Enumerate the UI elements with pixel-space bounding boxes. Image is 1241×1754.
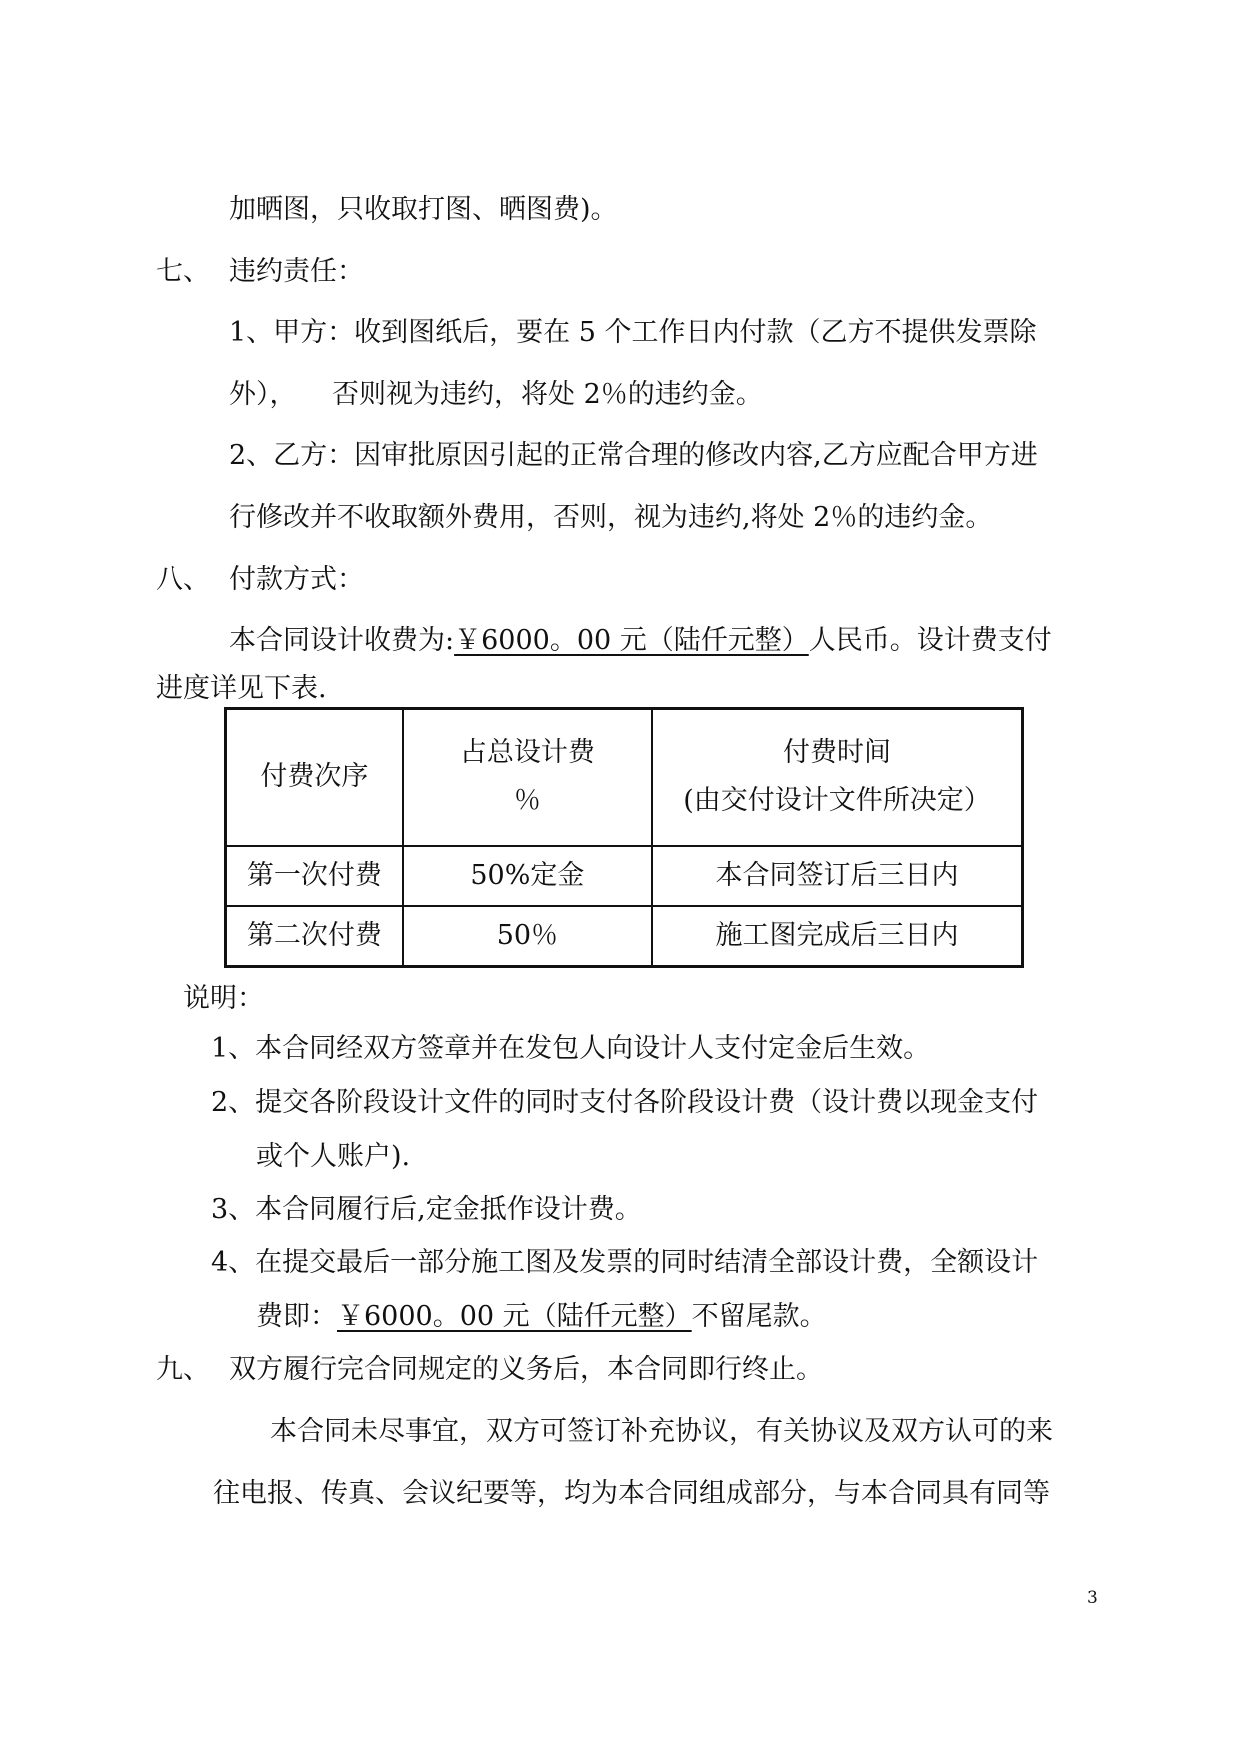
- header-percent-line1: 占总设计费: [459, 737, 595, 769]
- note-item-cont: 或个人账户).: [256, 1141, 411, 1172]
- table-row: [226, 906, 1023, 967]
- closing-line: 往电报、传真、会议纪要等，均为本合同组成部分，与本合同具有同等: [213, 1478, 1050, 1509]
- row-percent: 50%定金: [403, 846, 652, 906]
- header-order: 付费次序: [226, 709, 403, 846]
- header-time-line1: 付费时间: [782, 737, 891, 769]
- table-row: [226, 846, 1023, 906]
- closing-line: 本合同未尽事宜，双方可签订补充协议，有关协议及双方认可的来: [270, 1416, 1053, 1447]
- paragraph-line: 进度详见下表.: [156, 673, 327, 704]
- paragraph-line: 外），: [229, 379, 297, 410]
- section-number: 八、: [156, 564, 210, 595]
- section-title: 违约责任：: [229, 256, 364, 287]
- note-item: 3、本合同履行后,定金抵作设计费。: [211, 1194, 642, 1225]
- table-header-row: [226, 709, 1023, 846]
- header-percent-line2: ％: [513, 785, 541, 817]
- notes-title: 说明：: [183, 983, 264, 1014]
- paragraph-line: 1、甲方：收到图纸后，要在 5 个工作日内付款（乙方不提供发票除: [229, 317, 1037, 348]
- note-amount: ￥6000。00 元（陆仟元整）: [337, 1301, 692, 1332]
- paragraph-line: 行修改并不收取额外费用，否则，视为违约,将处 2％的违约金。: [229, 502, 993, 533]
- row-percent: 50％: [403, 906, 652, 967]
- fee-prefix: 本合同设计收费为:: [229, 625, 455, 656]
- note-prefix: 费即：: [256, 1301, 337, 1332]
- section-number: 七、: [156, 256, 210, 287]
- header-time-line2: (由交付设计文件所决定）: [683, 785, 991, 817]
- note-item: 2、提交各阶段设计文件的同时支付各阶段设计费（设计费以现金支付: [211, 1087, 1039, 1118]
- row-order: 第一次付费: [226, 846, 403, 906]
- note-suffix: 不留尾款。: [691, 1301, 827, 1332]
- row-order: 第二次付费: [226, 906, 403, 967]
- paragraph-line: 否则视为违约，将处 2％的违约金。: [332, 379, 763, 410]
- fee-suffix: 人民币。设计费支付: [808, 625, 1052, 656]
- section-title: 付款方式：: [229, 564, 364, 595]
- header-percent: [403, 709, 652, 846]
- header-time: [652, 709, 1023, 846]
- note-item-cont: [256, 1300, 827, 1334]
- payment-table: [224, 707, 1024, 968]
- note-item: 4、在提交最后一部分施工图及发票的同时结清全部设计费，全额设计: [211, 1247, 1039, 1278]
- row-time: 施工图完成后三日内: [652, 906, 1023, 967]
- page-number: 3: [1087, 1588, 1098, 1608]
- paragraph-line: 加晒图，只收取打图、晒图费)。: [229, 194, 618, 225]
- fee-amount: ￥6000。00 元（陆仟元整）: [454, 625, 809, 656]
- row-time: 本合同签订后三日内: [652, 846, 1023, 906]
- section-number: 九、: [156, 1354, 210, 1385]
- note-item: 1、本合同经双方签章并在发包人向设计人支付定金后生效。: [211, 1033, 931, 1064]
- fee-line: [229, 624, 1052, 658]
- paragraph-line: 2、乙方：因审批原因引起的正常合理的修改内容,乙方应配合甲方进: [229, 440, 1038, 471]
- section-text: 双方履行完合同规定的义务后，本合同即行终止。: [229, 1354, 823, 1385]
